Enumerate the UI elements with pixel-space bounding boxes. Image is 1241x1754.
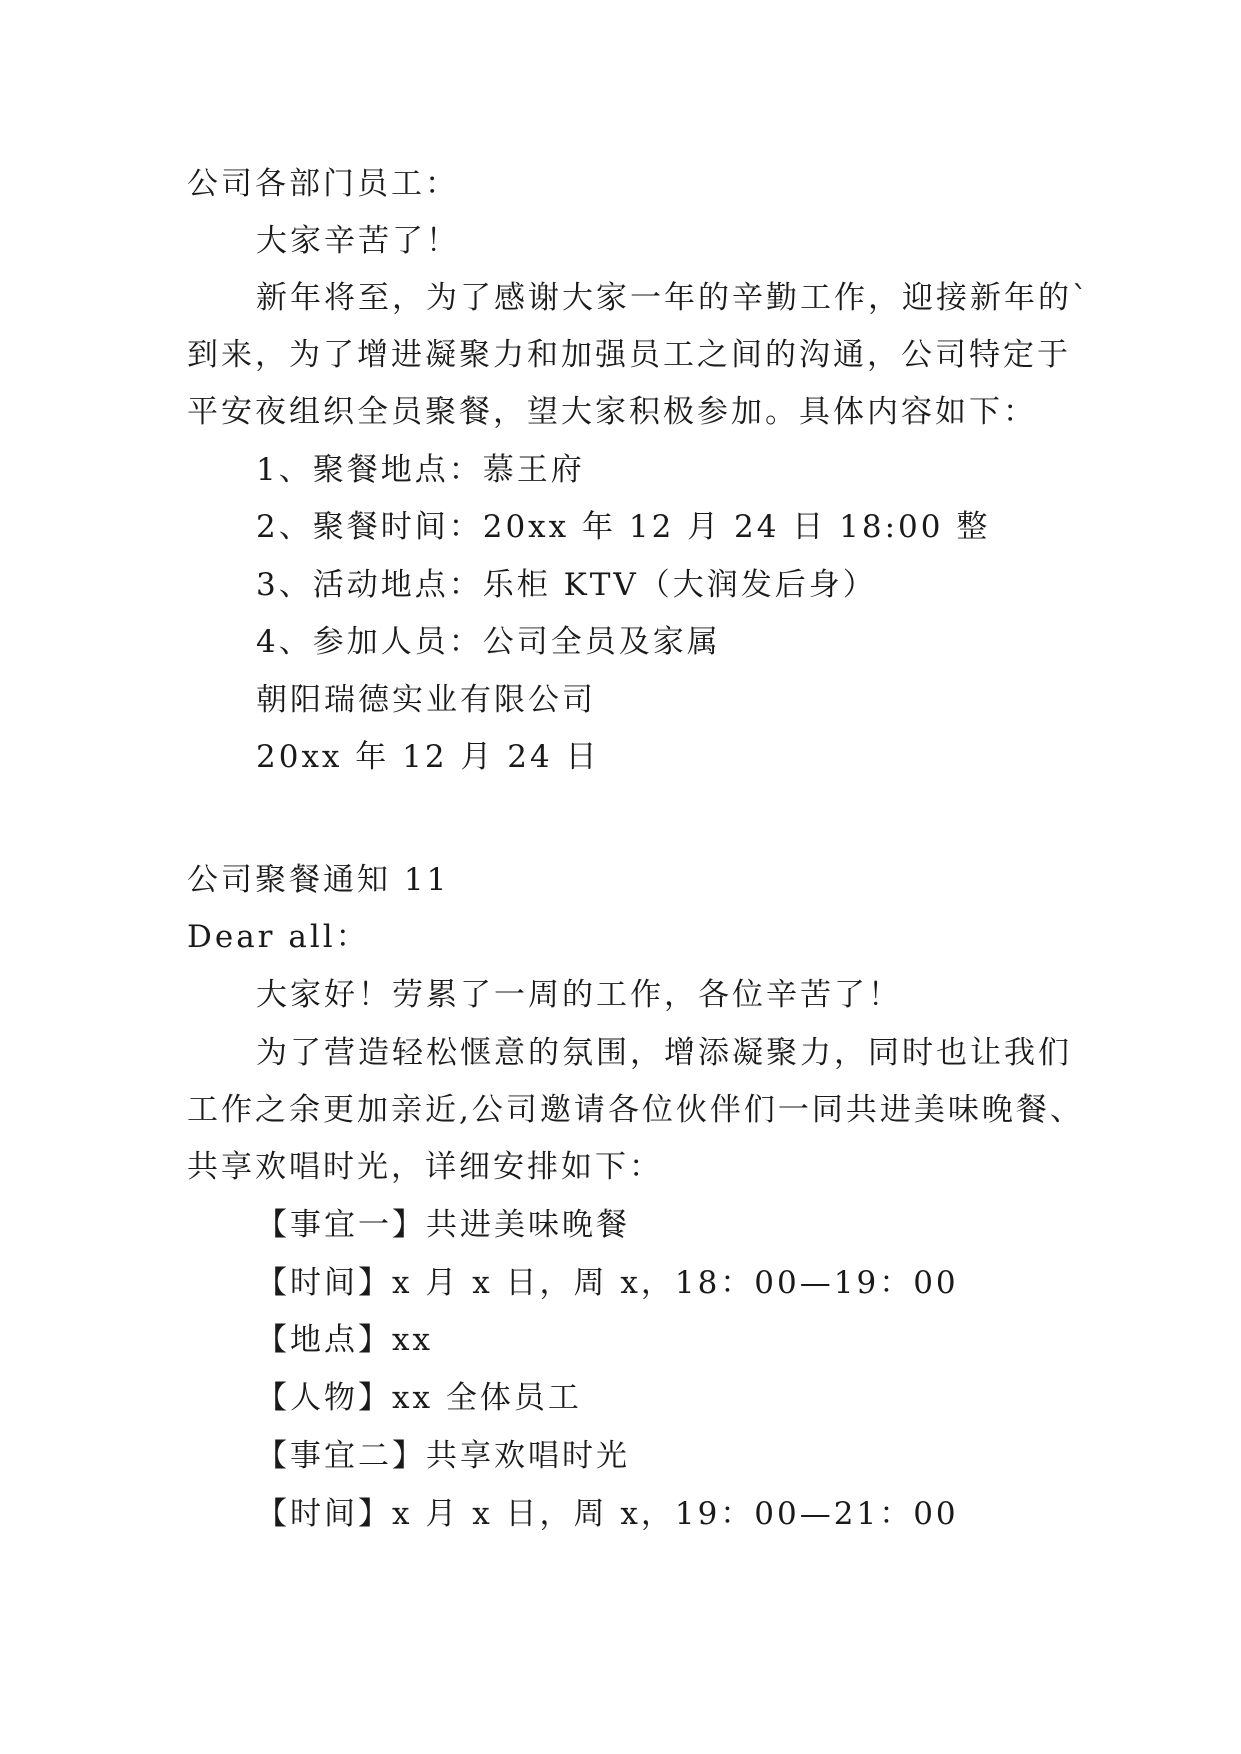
salutation: Dear all：	[187, 919, 370, 955]
schedule-item: 【事宜二】共享欢唱时光	[256, 1438, 630, 1474]
schedule-item: 【事宜一】共进美味晚餐	[256, 1207, 630, 1243]
greeting: 大家辛苦了！	[256, 223, 460, 259]
list-item: 1、聚餐地点：慕王府	[256, 452, 585, 488]
list-item: 2、聚餐时间：20xx 年 12 月 24 日 18:00 整	[256, 509, 991, 545]
list-item: 3、活动地点：乐柜 KTV（大润发后身）	[256, 567, 877, 603]
company-name: 朝阳瑞德实业有限公司	[256, 682, 596, 718]
body-paragraph-line: 到来，为了增进凝聚力和加强员工之间的沟通，公司特定于	[187, 337, 1071, 373]
schedule-item: 【地点】xx	[256, 1322, 433, 1358]
greeting: 大家好！劳累了一周的工作，各位辛苦了！	[256, 977, 902, 1013]
body-paragraph-line: 共享欢唱时光，详细安排如下：	[187, 1149, 663, 1185]
salutation: 公司各部门员工：	[187, 166, 459, 202]
body-paragraph-line: 平安夜组织全员聚餐，望大家积极参加。具体内容如下：	[187, 394, 1037, 430]
notice-title: 公司聚餐通知 11	[187, 862, 450, 898]
schedule-item: 【时间】x 月 x 日，周 x，18：00—19：00	[256, 1265, 959, 1301]
body-paragraph-line: 为了营造轻松惬意的氛围，增添凝聚力，同时也让我们	[256, 1035, 1072, 1071]
list-item: 4、参加人员：公司全员及家属	[256, 624, 721, 660]
schedule-item: 【人物】xx 全体员工	[256, 1380, 582, 1416]
body-paragraph-line: 新年将至，为了感谢大家一年的辛勤工作，迎接新年的`	[256, 280, 1091, 316]
body-paragraph-line: 工作之余更加亲近,公司邀请各位伙伴们一同共进美味晚餐、	[187, 1092, 1084, 1128]
schedule-item: 【时间】x 月 x 日，周 x，19：00—21：00	[256, 1496, 959, 1532]
date: 20xx 年 12 月 24 日	[256, 739, 600, 775]
